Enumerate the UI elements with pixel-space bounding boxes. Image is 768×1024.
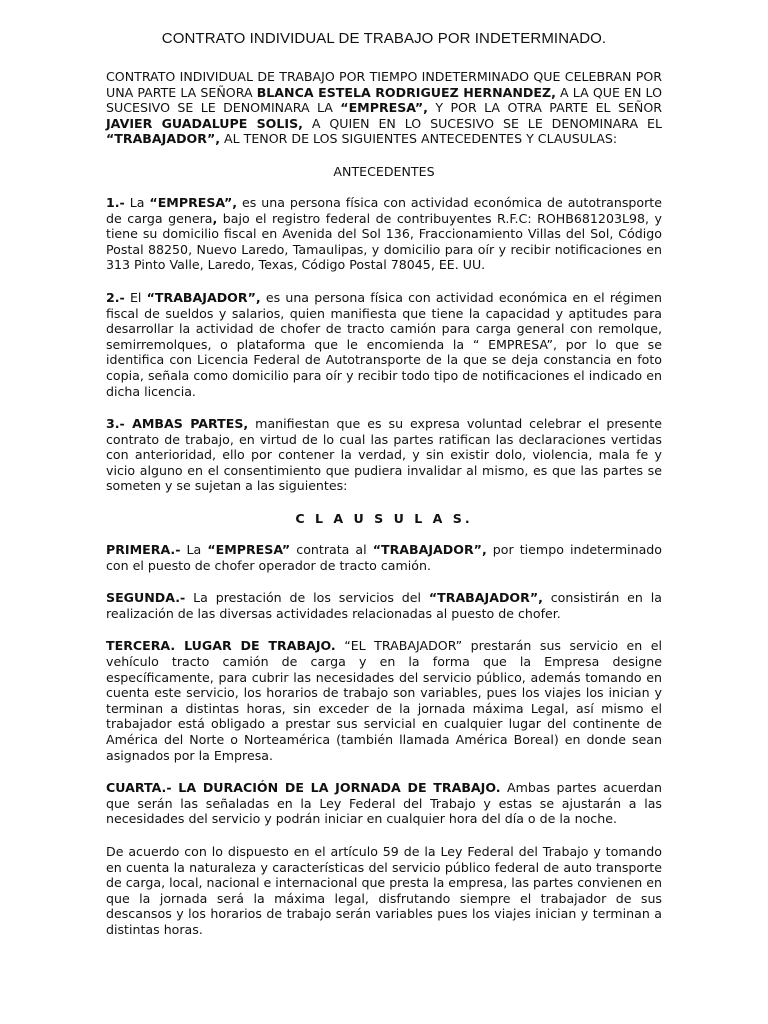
primera-bold-3: “TRABAJADOR”, [372, 542, 487, 558]
clausula-primera [106, 542, 662, 573]
primera-text-1: La [180, 542, 208, 558]
antecedentes-heading: ANTECEDENTES [333, 163, 435, 179]
segunda-bold-2: “TRABAJADOR”, [428, 590, 543, 606]
antecedente-1-bold-2: , [212, 210, 218, 226]
tercera-text-1: “EL TRABAJADOR” prestarán sus servicio en el vehículo tracto camión de carga y en la forma que la Empresa designe específicamente, para cubrir las necesidades del servicio público, además tomando en cuenta este servicio, los horarios de trabajo son variables, pues los viajes los inician y terminan a distintas horas, sin exceder de la jornada máxima Legal, así mismo el trabajador está obligado a prestar sus servicial en cualquier lugar del continente de América del Norte o Norteamérica (también llamada América Boreal) en donde sean asignados por la Empresa. [106, 638, 662, 763]
cuarta-label: CUARTA.- LA DURACIÓN DE LA JORNADA DE TRABAJO. [106, 780, 501, 796]
clausula-cuarta [106, 780, 662, 827]
intro-text-3: Y POR LA OTRA PARTE EL SEÑOR [427, 100, 662, 116]
antecedente-3-text-1: manifiestan que es su expresa voluntad celebrar el presente contrato de trabajo, en virtud de lo cual las partes ratifican las declaraciones vertidas con anterioridad, ello por contener la verdad, y sin existir dolo, violencia, mala fe y vicio alguno en el consentimiento que pudiera invalidar al mismo, es que las partes se someten y se sujetan a las siguientes: [106, 416, 662, 494]
antecedente-2 [106, 290, 662, 399]
intro-bold-3: JAVIER GUADALUPE SOLIS, [106, 115, 303, 131]
antecedente-1-text-3: bajo el registro federal de contribuyentes R.F.C: ROHB681203L98, y tiene su domicilio fiscal en Avenida del Sol 136, Fraccionamiento Villas del Sol, Código Postal 88250, Nuevo Laredo, Tamaulipas, y domicilio para oír y recibir notificaciones en 313 Pinto Valle, Laredo, Texas, Código Postal 78045, EE. UU. [106, 210, 662, 273]
segunda-text-2: consistirán en la realización de las diversas actividades relacionadas al puesto de chofer. [106, 590, 662, 621]
intro-text-2: A LA QUE EN LO SUCESIVO SE LE DENOMINARA LA [106, 84, 663, 116]
antecedente-2-number: 2.- [106, 289, 125, 305]
segunda-text-1: La prestación de los servicios del [185, 590, 429, 606]
primera-text-2: contrata al [290, 542, 373, 558]
clausula-tercera [106, 638, 662, 763]
intro-paragraph [106, 69, 662, 147]
antecedente-3-bold-1: 3.- AMBAS PARTES, [106, 416, 249, 432]
primera-text-3: por tiempo indeterminado con el puesto de chofer operador de tracto camión. [106, 542, 662, 573]
intro-text-5: AL TENOR DE LOS SIGUIENTES ANTECEDENTES Y CLAUSULAS: [220, 131, 618, 147]
cuarta-text-1: Ambas partes acuerdan que serán las señaladas en la Ley Federal del Trabajo y estas se ajustarán a las necesidades del servicio y podrán iniciar en cualquier hora del día o de la noche. [106, 780, 662, 827]
intro-bold-4: “TRABAJADOR”, [106, 131, 221, 147]
primera-bold-2: “EMPRESA” [207, 542, 291, 558]
antecedente-1-number: 1.- [106, 194, 125, 210]
antecedente-1 [106, 195, 662, 273]
document-title: CONTRATO INDIVIDUAL DE TRABAJO POR INDETERMINADO. [161, 30, 607, 47]
primera-label: PRIMERA.- [106, 542, 181, 558]
final-paragraph: De acuerdo con lo dispuesto en el artículo 59 de la Ley Federal del Trabajo y tomando en cuenta la naturaleza y características del servicio público federal de auto transporte de carga, local, nacional e internacional que presta la empresa, las partes convienen en que la jornada será la máxima legal, disfrutando siempre el trabajador de sus descansos y los horarios de trabajo serán variables pues los viajes inician y terminan a distintas horas. [106, 843, 662, 937]
antecedente-1-bold-1: “EMPRESA”, [149, 194, 238, 210]
antecedente-2-text-2: es una persona física con actividad económica en el régimen fiscal de sueldos y salarios, quien manifiesta que tiene la capacidad y aptitudes para desarrollar la actividad de chofer de tracto camión para carga general con remolque, semirremolques, o plataforma que le encomienda la “ EMPRESA”, por lo que se identifica con Licencia Federal de Autotransporte de la que se deja constancia en foto copia, señala como domicilio para oír y recibir todo tipo de notificaciones el indicado en dicha licencia. [106, 289, 662, 399]
tercera-label: TERCERA. LUGAR DE TRABAJO. [106, 638, 336, 654]
antecedente-2-text-1: El [124, 289, 147, 305]
antecedente-1-text-2: es una persona física con actividad económica de autotransporte de carga genera [106, 194, 662, 226]
antecedente-1-text-1: La [124, 194, 150, 210]
intro-text-4: A QUIEN EN LO SUCESIVO SE LE DENOMINARA EL [302, 115, 662, 131]
antecedente-3 [106, 416, 662, 494]
clausulas-heading: C L A U S U L A S. [295, 511, 473, 527]
segunda-label: SEGUNDA.- [106, 590, 186, 606]
antecedente-2-bold-1: “TRABAJADOR”, [146, 289, 261, 305]
clausula-segunda [106, 590, 662, 621]
intro-text-1: CONTRATO INDIVIDUAL DE TRABAJO POR TIEMPO INDETERMINADO QUE CELEBRAN POR UNA PARTE LA SEÑORA [106, 69, 662, 100]
intro-bold-1: BLANCA ESTELA RODRIGUEZ HERNANDEZ, [256, 84, 556, 100]
intro-bold-2: “EMPRESA”, [340, 100, 428, 116]
